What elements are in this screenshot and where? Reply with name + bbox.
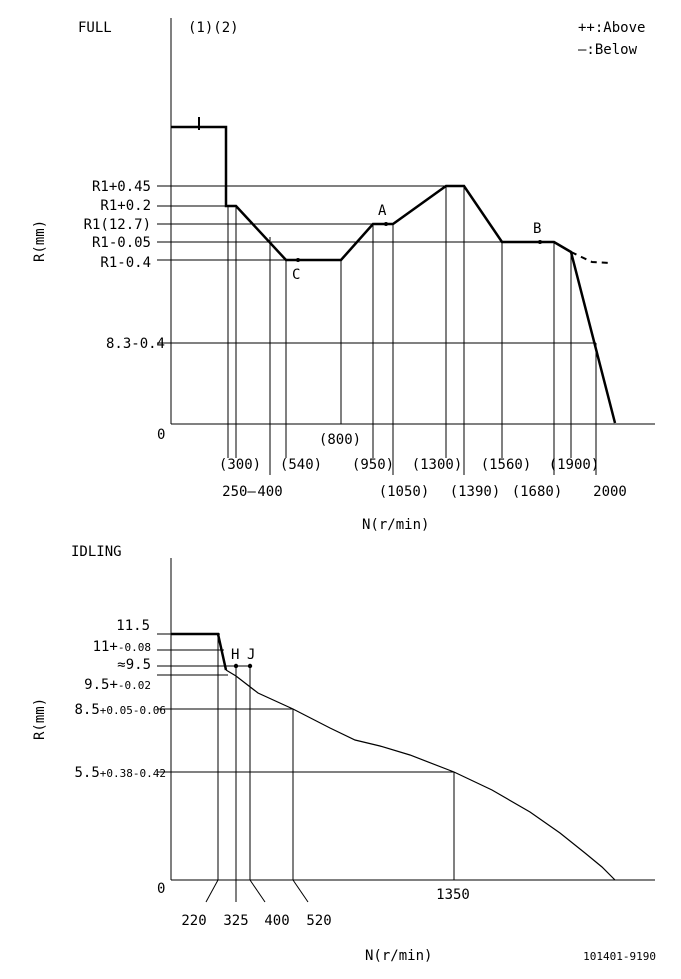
idling-y-label-95 — [84, 677, 151, 693]
idling-y-label-11-sup: -0.08 — [117, 641, 151, 654]
y-label-r1: R1(12.7) — [83, 217, 151, 233]
idling-y-label-85-base: 8.5 — [74, 702, 100, 718]
point-c-label: C — [292, 267, 301, 283]
x-label-1300: (1300) — [411, 457, 463, 473]
x-label-1900: (1900) — [548, 457, 600, 473]
idling-y-label-11 — [93, 639, 151, 655]
x-label-800: (800) — [318, 432, 362, 448]
legend-above: ++:Above — [578, 20, 646, 36]
x-label-540: (540) — [279, 457, 323, 473]
idling-y-axis-label: R(mm) — [32, 697, 48, 740]
idling-y-label-85 — [74, 702, 166, 718]
idling-x-label-520: 520 — [306, 913, 332, 929]
x-label-1390: (1390) — [449, 484, 501, 500]
idling-y-label-95-base: 9.5+ — [84, 677, 118, 693]
y-label-r1-minus-005: R1-0.05 — [91, 235, 151, 251]
full-panel — [32, 18, 655, 533]
full-dashed-curve — [571, 252, 611, 263]
full-marks: (1)(2) — [188, 20, 239, 36]
idling-title: IDLING — [71, 544, 122, 560]
full-y-axis-label: R(mm) — [32, 219, 48, 262]
y-label-r1-plus-02: R1+0.2 — [100, 198, 151, 214]
point-a-label: A — [378, 203, 387, 219]
idling-y-label-approx-95: ≈9.5 — [117, 657, 151, 673]
point-b-label: B — [533, 221, 542, 237]
idling-h-guides — [157, 634, 454, 772]
idling-x-label-1350: 1350 — [436, 887, 470, 903]
idling-y-label-95-sup: -0.02 — [117, 679, 151, 692]
idling-y-label-11-base: 11+ — [92, 639, 118, 655]
y-label-r1-minus-04: R1-0.4 — [100, 255, 151, 271]
point-h-label: H — [231, 647, 240, 663]
x-label-1050: (1050) — [378, 484, 430, 500]
point-h-dot — [234, 664, 238, 668]
x-label-250: 250— — [222, 484, 256, 500]
x-label-1560: (1560) — [480, 457, 532, 473]
point-c-dot — [296, 258, 300, 262]
x-label-950: (950) — [351, 457, 395, 473]
legend-below: —:Below — [578, 42, 638, 58]
full-x-axis-label: N(r/min) — [362, 517, 430, 533]
y-label-83: 8.3-0.4 — [105, 336, 165, 352]
document-number: 101401-9190 — [583, 950, 656, 963]
y-label-r1-plus-045: R1+0.45 — [91, 179, 151, 195]
full-zero-label: 0 — [157, 427, 166, 443]
idling-y-label-55 — [74, 765, 166, 781]
idling-x-label-325: 325 — [223, 913, 249, 929]
full-title: FULL — [78, 20, 112, 36]
x-label-300: (300) — [218, 457, 262, 473]
idling-x-label-400: 400 — [264, 913, 290, 929]
idling-y-label-85-sup: +0.05-0.06 — [99, 704, 166, 717]
idling-y-label-55-base: 5.5 — [74, 765, 100, 781]
x-label-1680: (1680) — [511, 484, 563, 500]
full-h-guides — [157, 186, 596, 343]
idling-v-guides — [206, 634, 454, 902]
x-label-2000: 2000 — [593, 484, 627, 500]
idling-x-axis-label: N(r/min) — [365, 948, 433, 964]
idling-zero-label: 0 — [157, 881, 166, 897]
point-b-dot — [538, 240, 542, 244]
idling-y-label-55-sup: +0.38-0.42 — [99, 767, 166, 780]
idling-panel — [32, 544, 655, 964]
x-label-400: 400 — [257, 484, 283, 500]
idling-curve — [226, 670, 615, 880]
point-j-dot — [248, 664, 252, 668]
idling-x-label-220: 220 — [181, 913, 207, 929]
idling-y-label-115: 11.5 — [116, 618, 150, 634]
point-a-dot — [384, 222, 388, 226]
point-j-label: J — [247, 647, 256, 663]
